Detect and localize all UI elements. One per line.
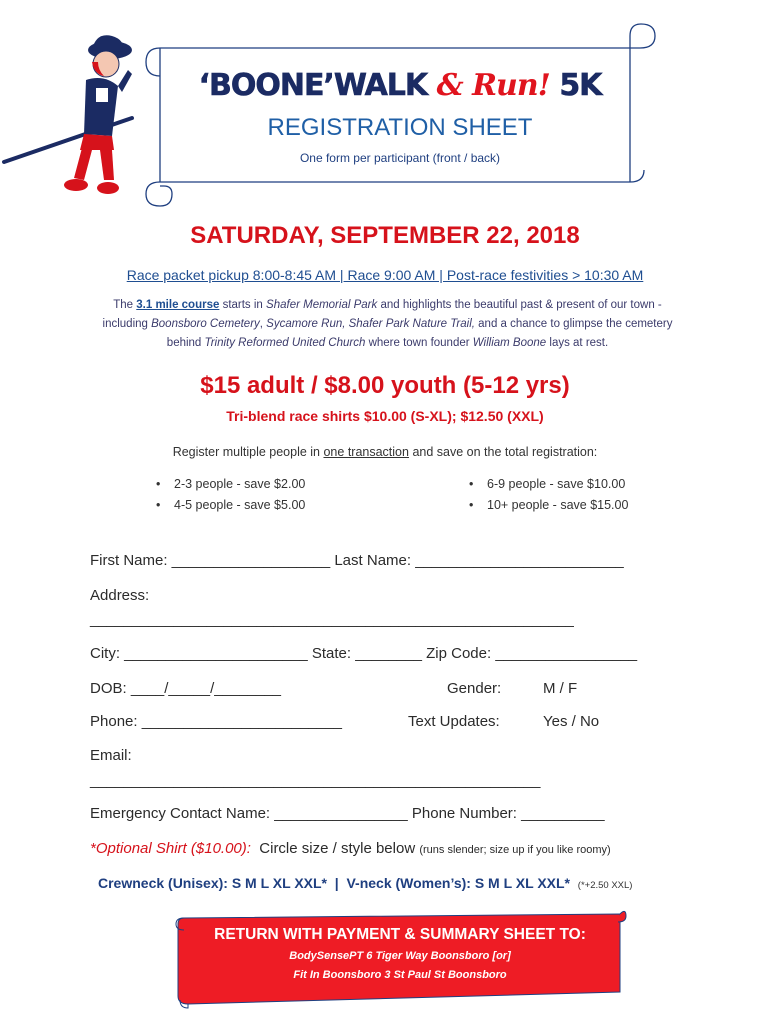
dob-field[interactable]: DOB: ____/_____/________ — [90, 680, 281, 697]
email-label: Email: — [90, 747, 132, 764]
city-state-zip-fields[interactable]: City: ______________________ State: ________ Zip Code: _________________ — [90, 645, 638, 662]
desc-text: , — [259, 318, 267, 330]
return-location-2: Fit In Boonsboro 3 St Paul St Boonsboro — [293, 969, 507, 981]
shirt-prices: Tri-blend race shirts $10.00 (S-XL); $12.50 (XXL) — [226, 408, 544, 424]
desc-text: lays at rest. — [546, 337, 609, 349]
text-updates-label: Text Updates: — [408, 713, 500, 730]
phone-field[interactable]: Phone: ________________________ — [90, 713, 342, 730]
desc-course: 3.1 mile course — [136, 299, 220, 311]
return-heading: RETURN WITH PAYMENT & SUMMARY SHEET TO: — [214, 926, 586, 943]
desc-founder: William Boone — [472, 337, 547, 349]
title-5k: 5K — [559, 68, 602, 103]
optional-shirt-label: Optional Shirt ($10.00): — [95, 840, 251, 857]
register-emphasis: one transaction — [323, 445, 409, 459]
optional-shirt-instruction: Circle size / style below — [250, 840, 420, 857]
price-heading: $15 adult / $8.00 youth (5-12 yrs) — [200, 372, 570, 399]
event-schedule: Race packet pickup 8:00-8:45 AM | Race 9:00 AM | Post-race festivities > 10:30 AM — [126, 267, 644, 283]
address-label: Address: — [90, 587, 150, 604]
register-text: and save on the total registration: — [408, 445, 598, 459]
discount-item: • 4-5 people - save $5.00 — [152, 495, 305, 516]
optional-star: * — [90, 840, 96, 857]
desc-text: and highlights the beautiful past & present of our town - including — [102, 299, 662, 330]
desc-text: starts in — [219, 299, 267, 311]
desc-church: Trinity Reformed United Church — [204, 337, 366, 349]
desc-park: Shafer Memorial Park — [266, 299, 378, 311]
email-field[interactable]: ______________________________________________________ — [90, 772, 541, 789]
title-and-run: & Run! — [427, 68, 560, 103]
discount-item: • 6-9 people - save $10.00 — [465, 474, 628, 495]
event-title — [150, 66, 650, 106]
shirt-sizes[interactable]: Crewneck (Unisex): S M L XL XXL* | V-neck (Women’s): S M L XL XXL* — [98, 875, 578, 891]
discount-item: • 10+ people - save $15.00 — [465, 495, 628, 516]
mascot-icon — [0, 30, 150, 210]
desc-text: where town founder — [365, 337, 473, 349]
event-date: SATURDAY, SEPTEMBER 22, 2018 — [190, 222, 580, 249]
form-per-participant-note: One form per participant (front / back) — [299, 151, 501, 165]
course-description — [90, 296, 685, 353]
gender-label: Gender: — [447, 680, 502, 697]
title-boonewalk: ‘BOONE’WALK — [198, 68, 428, 103]
optional-shirt-line — [90, 838, 611, 861]
discount-list-right — [465, 474, 628, 516]
shirt-size-options[interactable] — [98, 873, 632, 896]
discount-list-left — [152, 474, 305, 516]
register-text: Register multiple people in — [172, 445, 324, 459]
registration-sheet-heading: REGISTRATION SHEET — [267, 114, 533, 141]
address-field[interactable]: __________________________________________________________ — [90, 611, 574, 628]
text-updates-options[interactable]: Yes / No — [543, 713, 600, 730]
emergency-contact-fields[interactable]: Emergency Contact Name: ________________ Phone Number: __________ — [90, 805, 605, 822]
optional-shirt-note: (runs slender; size up if you like roomy) — [419, 844, 611, 856]
discount-item: • 2-3 people - save $2.00 — [152, 474, 305, 495]
desc-run: Sycamore Run, Shafer Park Nature Trail, — [266, 318, 475, 330]
desc-cemetery: Boonsboro Cemetery — [151, 318, 260, 330]
return-location-1: BodySensePT 6 Tiger Way Boonsboro [or] — [289, 950, 511, 962]
desc-text: The — [113, 299, 137, 311]
multi-registration-note — [0, 443, 770, 461]
name-fields[interactable]: First Name: ___________________ Last Name: _________________________ — [90, 552, 624, 569]
gender-options[interactable]: M / F — [543, 680, 578, 697]
xxl-surcharge-note: (*+2.50 XXL) — [577, 880, 633, 891]
desc-text: and a chance to glimpse the cemetery behind — [166, 318, 673, 349]
